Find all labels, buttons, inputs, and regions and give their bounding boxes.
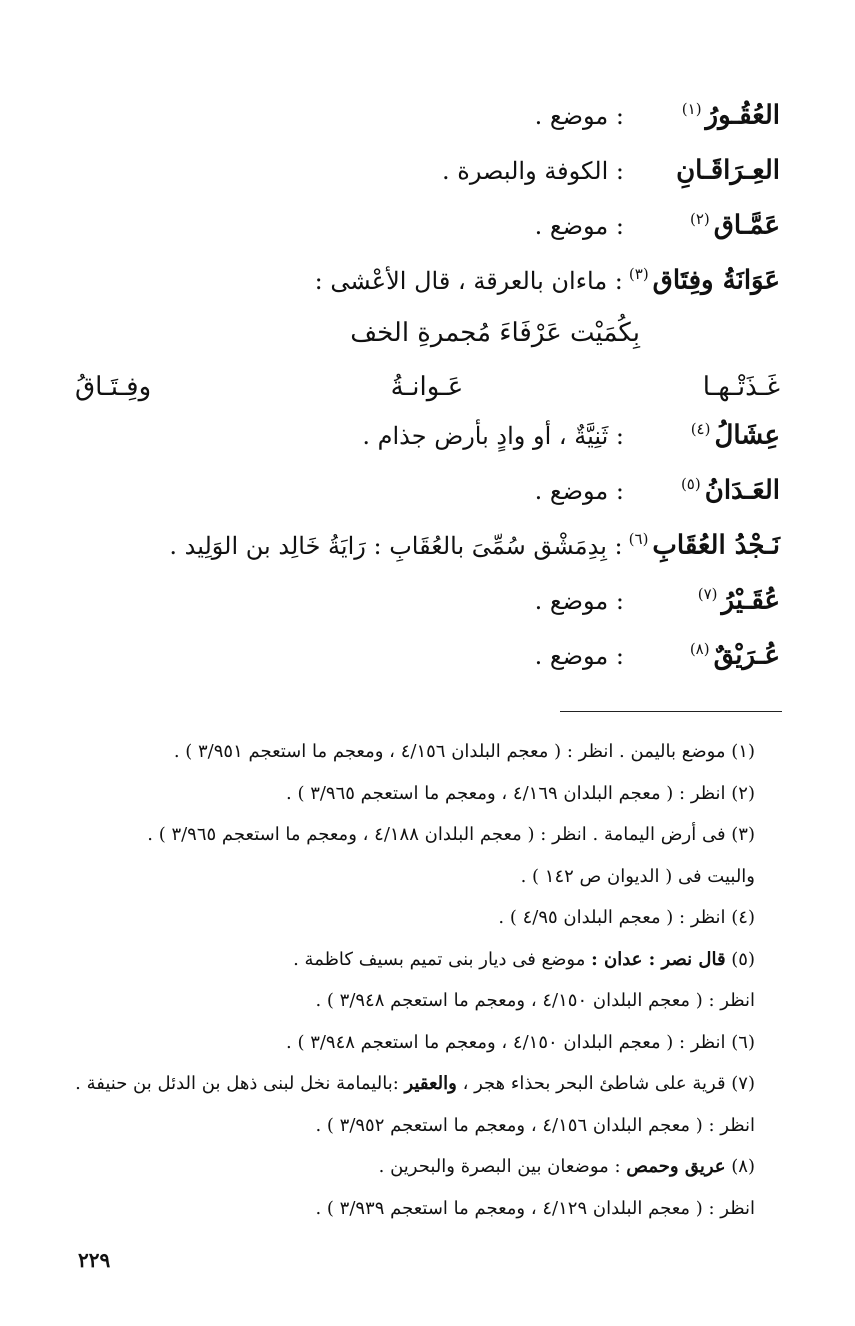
entry bbox=[80, 530, 780, 585]
footnotes bbox=[65, 738, 755, 1236]
footnote-separator bbox=[560, 711, 782, 712]
entry bbox=[80, 155, 780, 210]
footnote: والبيت فى ( الديوان ص ١٤٢ ) . bbox=[520, 865, 755, 887]
footnote-ref: (٥) bbox=[680, 475, 701, 493]
poem-word: غَـذَتْـهـا bbox=[702, 372, 781, 402]
entry bbox=[80, 100, 780, 155]
entry bbox=[80, 420, 780, 475]
entry-headword: عُـرَيْقٌ$^{(٨)}$ bbox=[689, 640, 780, 671]
entry-headword: عُقَـيْرُ$^{(٧)}$ bbox=[697, 585, 780, 616]
footnote-ref: (٦) bbox=[628, 530, 649, 548]
entry-headword: العُقُـورُ$^{(١)}$ bbox=[681, 100, 780, 131]
entry-definition: : موضع . bbox=[534, 101, 624, 130]
entry bbox=[80, 265, 780, 320]
entry bbox=[80, 585, 780, 640]
footnote-ref: (٧) bbox=[697, 585, 718, 603]
entry-definition: : ثَنِيَّةٌ ، أو وادٍ بأرض جذام . bbox=[362, 421, 624, 450]
footnote: انظر : ( معجم البلدان ٤/١٥٠ ، ومعجم ما استعجم ٣/٩٤٨ ) . bbox=[315, 990, 755, 1011]
entry-headword: عَمَّـاق$^{(٢)}$ bbox=[689, 210, 780, 241]
footnote: (٥) قال نصر : عدان : موضع فى ديار بنى تميم بسيف كاظمة . bbox=[293, 948, 755, 970]
entry-headword: العِـرَاقَـانِ bbox=[676, 155, 780, 186]
entry-definition: : بِدِمَشْق سُمِّىَ بالعُقَابِ : رَايَةُ خَالِد بن الوَلِيد . bbox=[169, 531, 623, 560]
entry-definition: : موضع . bbox=[534, 211, 624, 240]
page-number: ٢٢٩ bbox=[78, 1248, 111, 1272]
footnote: انظر : ( معجم البلدان ٤/١٥٦ ، ومعجم ما استعجم ٣/٩٥٢ ) . bbox=[315, 1114, 755, 1136]
footnote: (٢) انظر : ( معجم البلدان ٤/١٦٩ ، ومعجم ما استعجم ٣/٩٦٥ ) . bbox=[286, 782, 755, 804]
poem-line-2 bbox=[75, 372, 780, 402]
entries-bottom bbox=[80, 420, 780, 695]
footnote: (٦) انظر : ( معجم البلدان ٤/١٥٠ ، ومعجم ما استعجم ٣/٩٤٨ ) . bbox=[286, 1031, 755, 1053]
entry-definition: : موضع . bbox=[534, 476, 624, 505]
entry-definition: : ماءان بالعرقة ، قال الأعْشى : bbox=[314, 266, 623, 295]
footnote-ref: (١) bbox=[681, 100, 702, 118]
footnote: (٤) انظر : ( معجم البلدان ٤/٩٥ ) . bbox=[498, 907, 755, 928]
footnote-ref: (٣) bbox=[628, 265, 649, 283]
entry-definition: : موضع . bbox=[534, 641, 624, 670]
entry bbox=[80, 210, 780, 265]
entries-top bbox=[80, 100, 780, 320]
footnote: (٨) عريق وحمص : موضعان بين البصرة والبحرين . bbox=[378, 1156, 755, 1177]
entry-definition: : موضع . bbox=[534, 586, 624, 615]
entry bbox=[80, 475, 780, 530]
footnote: انظر : ( معجم البلدان ٤/١٢٩ ، ومعجم ما استعجم ٣/٩٣٩ ) . bbox=[315, 1197, 755, 1219]
poem-line-1: بِكُمَيْت عَرْفَاءَ مُجمرةِ الخف bbox=[350, 318, 640, 348]
entry-headword: نَـجْدُ العُقَابِ$^{(٦)}$ bbox=[628, 530, 780, 561]
entry-headword: عَوَانَةُ وفِتَاق$^{(٣)}$ bbox=[628, 265, 780, 296]
entry-headword: العَـدَانُ$^{(٥)}$ bbox=[680, 475, 780, 506]
footnote: (٣) فى أرض اليمامة . انظر : ( معجم البلدان ٤/١٨٨ ، ومعجم ما استعجم ٣/٩٦٥ ) . bbox=[147, 824, 755, 845]
entry-headword: عِشَالُ$^{(٤)}$ bbox=[690, 420, 780, 451]
entry-definition: : الكوفة والبصرة . bbox=[441, 156, 624, 185]
footnote-ref: (٨) bbox=[689, 640, 710, 658]
footnote-ref: (٢) bbox=[689, 210, 710, 228]
entry bbox=[80, 640, 780, 695]
footnote: (١) موضع باليمن . انظر : ( معجم البلدان ٤/١٥٦ ، ومعجم ما استعجم ٣/٩٥١ ) . bbox=[173, 741, 755, 762]
poem-word: وفِـتَـاقُ bbox=[75, 372, 152, 402]
footnote: (٧) قرية على شاطئ البحر بحذاء هجر ، والعقير :باليمامة نخل لبنى ذهل بن الدئل بن حنيفة . bbox=[75, 1073, 755, 1094]
poem-word: عَـوانـةُ bbox=[390, 372, 464, 402]
footnote-ref: (٤) bbox=[690, 420, 711, 438]
